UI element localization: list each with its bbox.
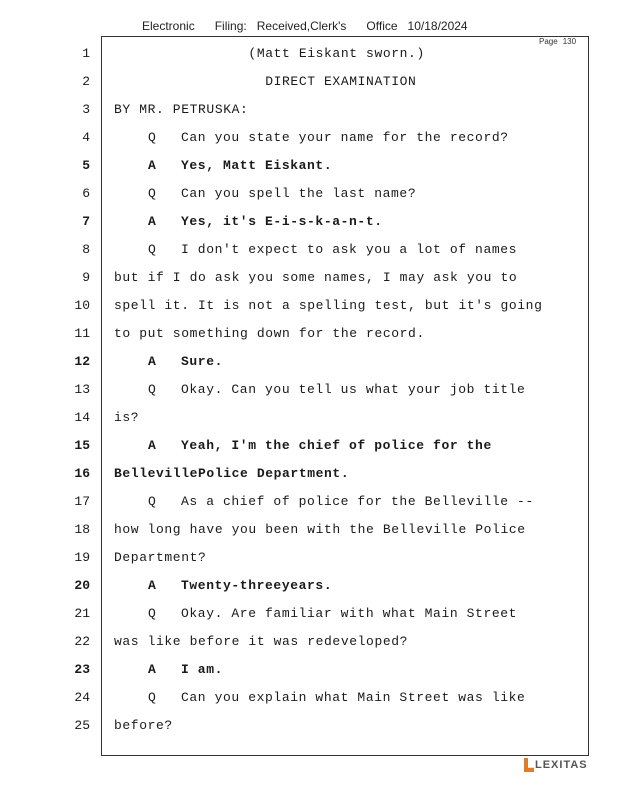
line-text: Sure. <box>181 354 224 369</box>
transcript-line <box>114 44 584 72</box>
transcript-line <box>114 100 584 128</box>
line-text: Yeah, I'm the chief of police for the <box>181 438 492 453</box>
page-value: 130 <box>562 37 577 46</box>
header-received: Received,Clerk's <box>256 19 347 33</box>
line-text: how long have you been with the Belleville Police <box>114 522 526 537</box>
transcript-line <box>114 576 584 604</box>
question-marker: Q <box>148 382 157 397</box>
header-office: Office <box>366 19 398 33</box>
line-number: 12 <box>74 354 90 369</box>
line-number: 16 <box>74 466 90 481</box>
transcript-line <box>114 380 584 408</box>
line-number: 19 <box>74 550 90 565</box>
transcript-line <box>114 716 584 744</box>
line-number: 1 <box>82 46 90 61</box>
line-number: 24 <box>74 690 90 705</box>
line-number: 4 <box>82 130 90 145</box>
transcript-line <box>114 296 584 324</box>
transcript-line <box>114 212 584 240</box>
line-text: to put something down for the record. <box>114 326 425 341</box>
line-number: 5 <box>82 158 90 173</box>
transcript-line <box>114 604 584 632</box>
answer-marker: A <box>148 578 157 593</box>
line-text: Can you state your name for the record? <box>181 130 509 145</box>
line-number: 2 <box>82 74 90 89</box>
line-number: 15 <box>74 438 90 453</box>
transcript-line <box>114 688 584 716</box>
line-text: Okay. Are familiar with what Main Street <box>181 606 518 621</box>
line-text: Twenty-threeyears. <box>181 578 333 593</box>
line-number: 10 <box>74 298 90 313</box>
line-text: is? <box>114 410 140 425</box>
line-text: As a chief of police for the Belleville -- <box>181 494 534 509</box>
transcript-line <box>114 352 584 380</box>
line-numbers <box>60 44 92 744</box>
transcript-line <box>114 156 584 184</box>
line-text: BellevillePolice Department. <box>114 466 350 481</box>
transcript-line <box>114 520 584 548</box>
line-number: 20 <box>74 578 90 593</box>
question-marker: Q <box>148 690 157 705</box>
line-text: DIRECT EXAMINATION <box>114 74 417 89</box>
line-text: I am. <box>181 662 224 677</box>
line-text: spell it. It is not a spelling test, but it's going <box>114 298 543 313</box>
line-text: Can you spell the last name? <box>181 186 417 201</box>
line-number: 17 <box>74 494 90 509</box>
line-number: 11 <box>74 326 90 341</box>
transcript-line <box>114 324 584 352</box>
transcript-line <box>114 268 584 296</box>
answer-marker: A <box>148 438 157 453</box>
line-number: 7 <box>82 214 90 229</box>
transcript-line <box>114 632 584 660</box>
lexitas-logo <box>524 758 588 776</box>
transcript-line <box>114 72 584 100</box>
question-marker: Q <box>148 606 157 621</box>
line-text: was like before it was redeveloped? <box>114 634 409 649</box>
page-label: Page <box>539 37 558 46</box>
line-text: before? <box>114 718 173 733</box>
line-number: 8 <box>82 242 90 257</box>
question-marker: Q <box>148 242 157 257</box>
line-text: Yes, Matt Eiskant. <box>181 158 333 173</box>
line-text: Okay. Can you tell us what your job title <box>181 382 526 397</box>
transcript-line <box>114 492 584 520</box>
line-number: 22 <box>74 634 90 649</box>
line-number: 13 <box>74 382 90 397</box>
transcript-line <box>114 436 584 464</box>
question-marker: Q <box>148 130 157 145</box>
line-text: Department? <box>114 550 207 565</box>
answer-marker: A <box>148 158 157 173</box>
transcript-line <box>114 184 584 212</box>
line-number: 3 <box>82 102 90 117</box>
line-number: 25 <box>74 718 90 733</box>
logo-text: LEXITAS <box>535 758 588 771</box>
line-number: 23 <box>74 662 90 677</box>
line-text: but if I do ask you some names, I may ask you to <box>114 270 518 285</box>
question-marker: Q <box>148 186 157 201</box>
transcript-line <box>114 408 584 436</box>
header-filing: Filing: <box>214 19 247 33</box>
line-text: BY MR. PETRUSKA: <box>114 102 249 117</box>
line-number: 6 <box>82 186 90 201</box>
line-number: 14 <box>74 410 90 425</box>
line-number: 18 <box>74 522 90 537</box>
line-text: Yes, it's E-i-s-k-a-n-t. <box>181 214 383 229</box>
transcript-line <box>114 660 584 688</box>
line-text: (Matt Eiskant sworn.) <box>114 46 425 61</box>
header-date: 10/18/2024 <box>407 19 468 33</box>
answer-marker: A <box>148 354 157 369</box>
answer-marker: A <box>148 662 157 677</box>
transcript-line <box>114 240 584 268</box>
transcript-line <box>114 464 584 492</box>
line-text: Can you explain what Main Street was like <box>181 690 526 705</box>
lexitas-mark-icon <box>524 758 534 772</box>
question-marker: Q <box>148 494 157 509</box>
transcript-line <box>114 548 584 576</box>
header-electronic: Electronic <box>142 19 195 33</box>
answer-marker: A <box>148 214 157 229</box>
transcript-body <box>114 44 584 744</box>
transcript-line <box>114 128 584 156</box>
line-number: 9 <box>82 270 90 285</box>
line-number: 21 <box>74 606 90 621</box>
line-text: I don't expect to ask you a lot of names <box>181 242 518 257</box>
filing-header <box>142 19 468 33</box>
